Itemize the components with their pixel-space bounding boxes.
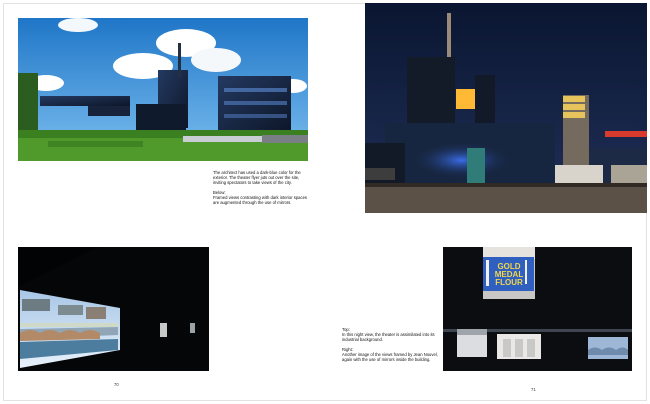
right-page-number: 71 — [531, 387, 536, 392]
right-caption-right-text: Another image of the views framed by Jean Nouvel, again with the use of mirrors inside the building. — [342, 351, 438, 363]
mirror-framed-view-photo — [443, 247, 632, 371]
right-caption-right-label: Right: — [342, 346, 353, 352]
sign-line-1: GOLD — [497, 262, 521, 271]
right-caption-top-text: In this night view, the theater is assimilated into its industrial background. — [342, 332, 435, 343]
right-caption — [342, 327, 438, 366]
daytime-exterior-image — [18, 18, 308, 161]
mirror-framed-view-image — [443, 247, 632, 371]
sign-line-3: FLOUR — [495, 278, 523, 287]
night-exterior-image — [365, 3, 647, 213]
left-page-number: 70 — [114, 382, 119, 387]
night-exterior-photo — [365, 3, 647, 213]
interior-framed-view-image — [18, 247, 209, 371]
interior-framed-view-photo — [18, 247, 209, 371]
right-caption-right — [342, 347, 438, 363]
right-caption-top-label: Top: — [342, 327, 350, 332]
sign-line-2: MEDAL — [494, 270, 524, 279]
left-caption-below-text: Framed views contrasting with dark interior spaces are augmented through the use of mirrors. — [213, 194, 308, 206]
right-caption-top — [342, 327, 438, 343]
left-caption-below-label: Below: — [213, 189, 226, 195]
left-caption — [213, 170, 308, 209]
daytime-exterior-photo — [18, 18, 308, 161]
left-caption-paragraph: The architect has used a dark-blue color for the exterior. The theater flyer juts out over the site, inviting spectators to take views of the city. — [213, 170, 301, 186]
gold-medal-flour-sign — [482, 259, 536, 291]
left-caption-below — [213, 190, 308, 206]
